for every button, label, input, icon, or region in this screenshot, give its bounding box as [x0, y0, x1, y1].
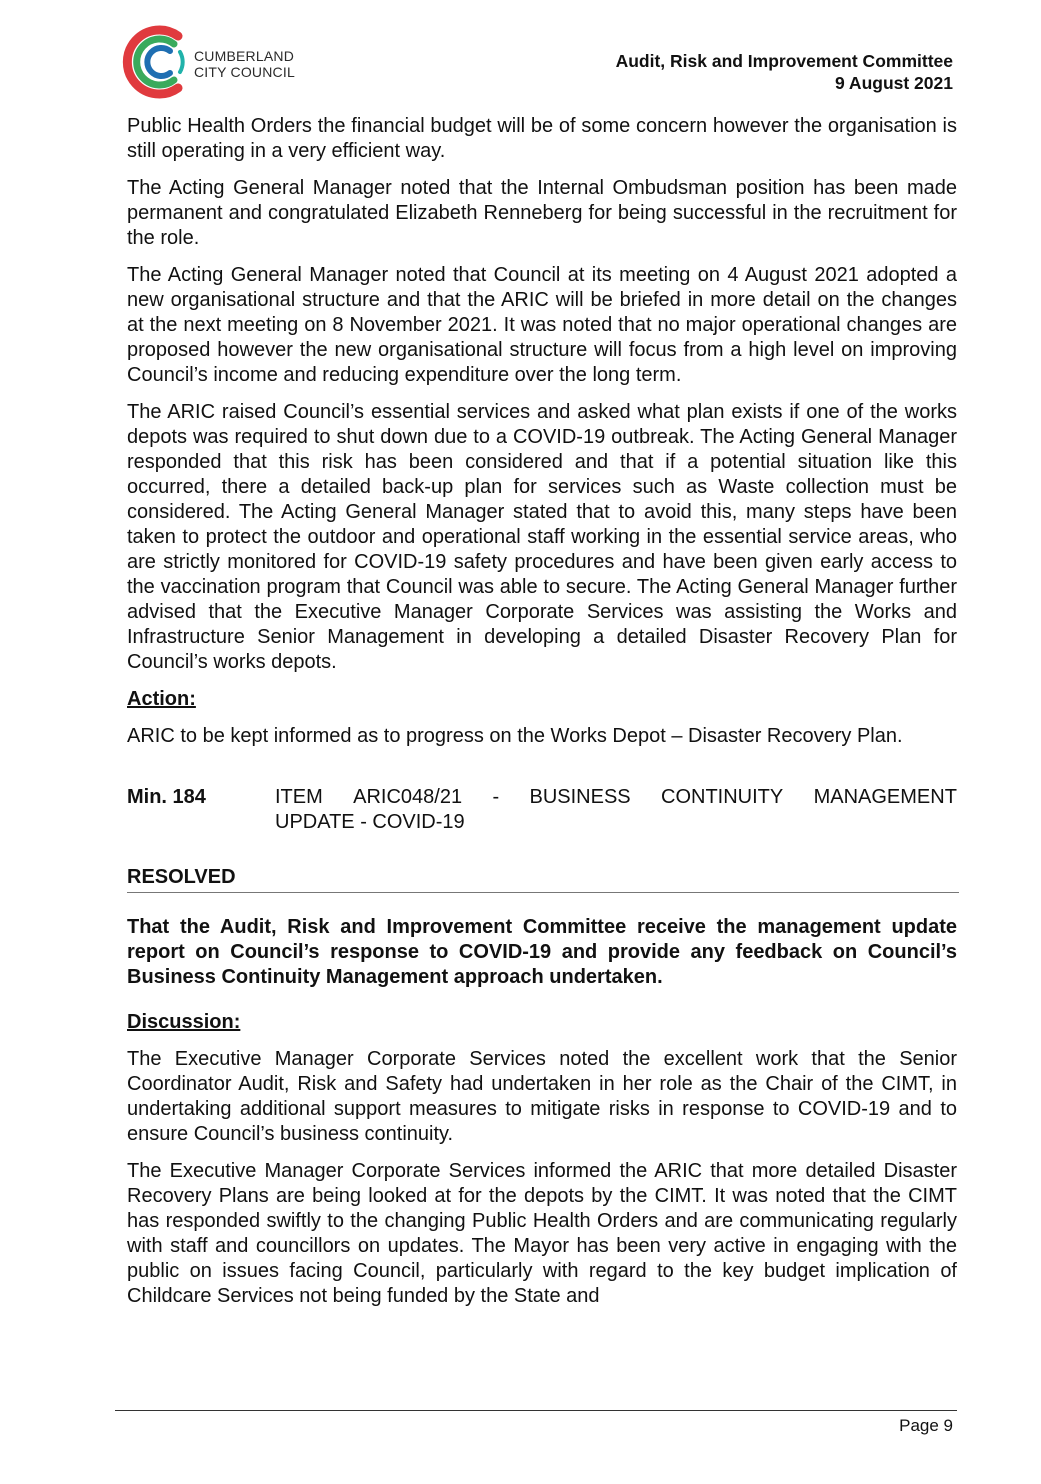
paragraph-1: Public Health Orders the financial budget will be of some concern however the organisation is still operating in a very efficient way. — [127, 115, 957, 162]
minute-number: Min. 184 — [127, 786, 206, 808]
action-heading: Action: — [127, 688, 196, 710]
paragraph-2: The Acting General Manager noted that the Internal Ombudsman position has been made permanent and congratulated Elizabeth Renneberg for being successful in the recruitment for the role. — [127, 177, 957, 249]
council-logo — [120, 22, 320, 102]
discussion-paragraph-1: The Executive Manager Corporate Services noted the excellent work that the Senior Coordinator Audit, Risk and Safety had undertaken in her role as the Chair of the CIMT, in undertaking additional support measures to mitigate risks in response to COVID-19 and to ensure Council’s business continuity. — [127, 1048, 957, 1145]
logo-text — [194, 48, 295, 80]
resolution-text: That the Audit, Risk and Improvement Committee receive the management update report on Council’s response to COVID-19 and provide any feedback on Council’s Business Continuity Management approach undertaken. — [127, 916, 957, 988]
resolved-heading: RESOLVED — [127, 865, 959, 893]
minute-title — [275, 785, 957, 835]
title-word: - — [492, 786, 500, 808]
minutes-content — [127, 114, 957, 1321]
logo-line1: CUMBERLAND — [194, 48, 295, 64]
discussion-paragraph-2: The Executive Manager Corporate Services informed the ARIC that more detailed Disaster Recovery Plans are being looked at for the depots by the CIMT. It was noted that the CIMT has responded swiftly to the changing Public Health Orders and are communicating regularly with staff and councillors on updates. The Mayor has been very active in engaging with the public on issues facing Council, particularly with regard to the key budget implication of Childcare Services not being funded by the State and — [127, 1160, 957, 1307]
title-word: ITEM — [275, 786, 323, 808]
minute-title-line2: UPDATE - COVID-19 — [275, 811, 465, 833]
paragraph-4: The ARIC raised Council’s essential services and asked what plan exists if one of the works depots was required to shut down due to a COVID-19 outbreak. The Acting General Manager responded that this risk has been considered and that if a potential situation like this occurred, there a detailed back-up plan for services such as Waste collection must be considered. The Acting General Manager stated that to avoid this, many steps have been taken to protect the outdoor and operational staff working in the essential service areas, who are strictly monitored for COVID-19 safety procedures and have been given early access to the vaccination program that Council was able to secure. The Acting General Manager further advised that the Executive Manager Corporate Services was assisting the Works and Infrastructure Senior Management in developing a detailed Disaster Recovery Plan for Council’s works depots. — [127, 401, 957, 673]
logo-line2: CITY COUNCIL — [194, 64, 295, 80]
title-word: CONTINUITY — [661, 786, 784, 808]
document-header — [616, 50, 953, 94]
minute-title-line1 — [275, 785, 957, 810]
title-word: BUSINESS — [529, 786, 631, 808]
cumberland-logo-icon — [120, 22, 196, 102]
footer-divider — [115, 1410, 957, 1411]
committee-name: Audit, Risk and Improvement Committee — [615, 51, 953, 71]
title-word: MANAGEMENT — [813, 786, 957, 808]
meeting-date: 9 August 2021 — [834, 73, 953, 93]
discussion-heading: Discussion: — [127, 1011, 241, 1033]
action-text: ARIC to be kept informed as to progress on the Works Depot – Disaster Recovery Plan. — [127, 725, 903, 747]
paragraph-3: The Acting General Manager noted that Council at its meeting on 4 August 2021 adopted a new organisational structure and that the ARIC will be briefed in more detail on the changes at the next meeting on 8 November 2021. It was noted that no major operational changes are proposed however the new organisational structure will focus from a high level on improving Council’s income and reducing expenditure over the long term. — [127, 264, 957, 386]
minute-item — [127, 785, 957, 835]
title-word: ARIC048/21 — [353, 786, 463, 808]
page-number: Page 9 — [899, 1416, 953, 1435]
